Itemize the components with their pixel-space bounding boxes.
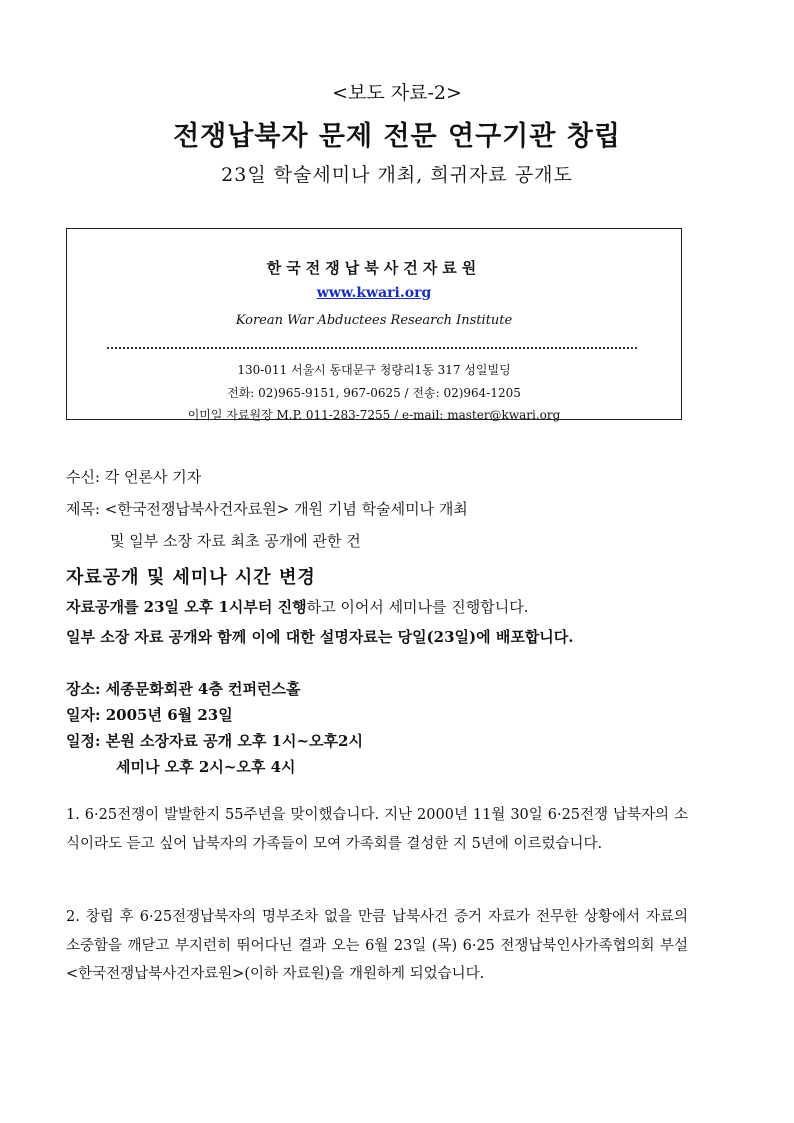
notice-line2: 일부 소장 자료 공개와 함께 이에 대한 설명자료는 당일(23일)에 배포합니다. <box>66 628 574 646</box>
body-paragraph-2: 2. 창립 후 6·25전쟁납북자의 명부조차 없을 만큼 납북사건 증거 자료가 전무한 상황에서 자료의 소중함을 깨닫고 부지런히 뛰어다닌 결과 오는 6월 23일 (목) 6·25 전쟁납북인사가족협의회 부설 <한국전쟁납북사건자료원>(이하 자료원)을 개원하게 되었습니다. <box>66 909 688 982</box>
dotted-divider <box>107 347 637 349</box>
organization-english-name: Korean War Abductees Research Institute <box>235 313 513 328</box>
notice-line1-bold: 자료공개를 23일 오후 1시부터 진행 <box>66 598 307 616</box>
press-release-label: <보도 자료-2> <box>332 82 462 104</box>
organization-url-link[interactable]: www.kwari.org <box>316 285 432 301</box>
organization-name: 한국전쟁납북사건자료원 <box>266 259 482 277</box>
notice-line1 <box>66 596 529 617</box>
event-date: 일자: 2005년 6월 23일 <box>66 706 233 724</box>
event-schedule2: 세미나 오후 2시~오후 4시 <box>116 758 296 776</box>
organization-contact: 이미일 자료원장 M.P. 011-283-7255 / e-mail: master@kwari.org <box>187 408 561 422</box>
event-place: 장소: 세종문화회관 4층 컨퍼런스홀 <box>66 680 301 698</box>
memo-subject-line1: 제목: <한국전쟁납북사건자료원> 개원 기념 학술세미나 개최 <box>66 500 468 518</box>
event-schedule1: 일정: 본원 소장자료 공개 오후 1시~오후2시 <box>66 732 363 750</box>
notice-line1-rest: 하고 이어서 세미나를 진행합니다. <box>306 598 529 616</box>
notice-heading: 자료공개 및 세미나 시간 변경 <box>66 567 316 588</box>
organization-info-box <box>66 228 682 420</box>
memo-subject-line2: 및 일부 소장 자료 최초 공개에 관한 건 <box>110 532 361 550</box>
organization-phone: 전화: 02)965-9151, 967-0625 / 전송: 02)964-1205 <box>227 386 521 400</box>
organization-address: 130-011 서울시 동대문구 청량리1동 317 성일빌딩 <box>237 363 511 377</box>
document-title: 전쟁납북자 문제 전문 연구기관 창립 <box>173 121 621 152</box>
body-paragraph-1: 1. 6·25전쟁이 발발한지 55주년을 맞이했습니다. 지난 2000년 11월 30일 6·25전쟁 납북자의 소식이라도 듣고 싶어 납북자의 가족들이 모여 가족회를 결성한 지 5년에 이르렀습니다. <box>66 807 688 852</box>
document-subtitle: 23일 학술세미나 개최, 희귀자료 공개도 <box>221 164 573 186</box>
memo-recipient: 수신: 각 언론사 기자 <box>66 468 202 486</box>
